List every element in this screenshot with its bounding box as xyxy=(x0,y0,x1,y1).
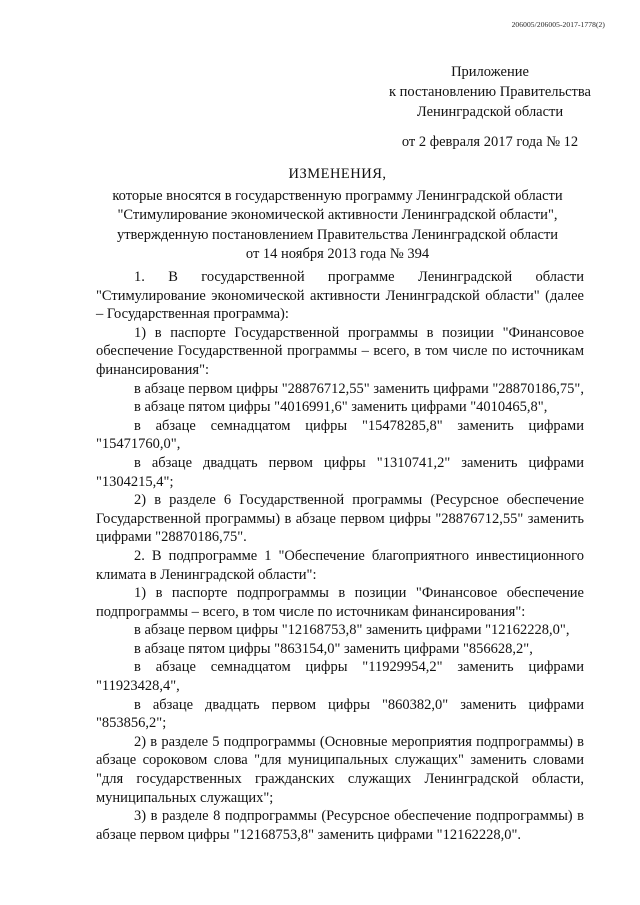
paragraph: в абзаце двадцать первом цифры "860382,0" заменить цифрами "853856,2"; xyxy=(96,696,584,732)
paragraph: в абзаце семнадцатом цифры "15478285,8" заменить цифрами "15471760,0", xyxy=(96,417,584,453)
paragraph: 1) в паспорте подпрограммы в позиции "Финансовое обеспечение подпрограммы – всего, в том числе по источникам финансирования": xyxy=(96,585,584,620)
title-line-3: утвержденную постановлением Правительства Ленинградской области xyxy=(116,226,559,243)
paragraph: в абзаце двадцать первом цифры "1310741,2" заменить цифрами "1304215,4"; xyxy=(96,454,584,490)
paragraph: 3) в разделе 8 подпрограммы (Ресурсное обеспечение подпрограммы) в абзаце первом цифры "12168753,8" заменить цифрами "12162228,0". xyxy=(96,808,584,843)
paragraph: 2) в разделе 6 Государственной программы (Ресурсное обеспечение Государственной программы) в абзаце первом цифры "28876712,55" заменить цифрами "28870186,75". xyxy=(96,492,584,546)
title-line-4: от 14 ноября 2013 года № 394 xyxy=(245,246,430,262)
paragraph: в абзаце первом цифры "28876712,55" заменить цифрами "28870186,75", xyxy=(134,380,584,397)
document-title xyxy=(90,165,585,265)
paragraph: 2) в разделе 5 подпрограммы (Основные мероприятия подпрограммы) в абзаце сороковом слова "для муниципальных служащих" заменить словами "для государственных гражданских служащих Ленинградской области, муниципальных служащих"; xyxy=(96,733,584,806)
title-heading: ИЗМЕНЕНИЯ, xyxy=(288,166,387,182)
title-line-1: которые вносятся в государственную программу Ленинградской области xyxy=(112,187,563,204)
paragraph: в абзаце первом цифры "12168753,8" заменить цифрами "12162228,0", xyxy=(134,622,570,639)
paragraph: в абзаце пятом цифры "863154,0" заменить цифрами "856628,2", xyxy=(134,640,533,657)
paragraph: 1. В государственной программе Ленинградской области "Стимулирование экономической активности Ленинградской области" (далее – Государственная программа): xyxy=(96,269,584,323)
paragraph: 1) в паспорте Государственной программы в позиции "Финансовое обеспечение Государственной программы – всего, в том числе по источникам финансирования": xyxy=(96,324,584,378)
appendix-resolution: к постановлению Правительства xyxy=(389,84,591,100)
paragraph: в абзаце семнадцатом цифры "11929954,2" заменить цифрами "11923428,4", xyxy=(96,659,584,695)
paragraph: 2. В подпрограмме 1 "Обеспечение благоприятного инвестиционного климата в Ленинградской области": xyxy=(96,547,584,583)
appendix-region: Ленинградской области xyxy=(416,104,564,120)
appendix-block xyxy=(370,62,610,152)
appendix-label: Приложение xyxy=(451,64,529,80)
appendix-date: от 2 февраля 2017 года № 12 xyxy=(401,134,579,150)
title-line-2: "Стимулирование экономической активности Ленинградской области", xyxy=(117,207,558,223)
document-body xyxy=(96,268,584,844)
document-id: 206005/206005-2017-1778(2) xyxy=(511,20,605,29)
paragraph: в абзаце пятом цифры "4016991,6" заменить цифрами "4010465,8", xyxy=(134,399,548,416)
